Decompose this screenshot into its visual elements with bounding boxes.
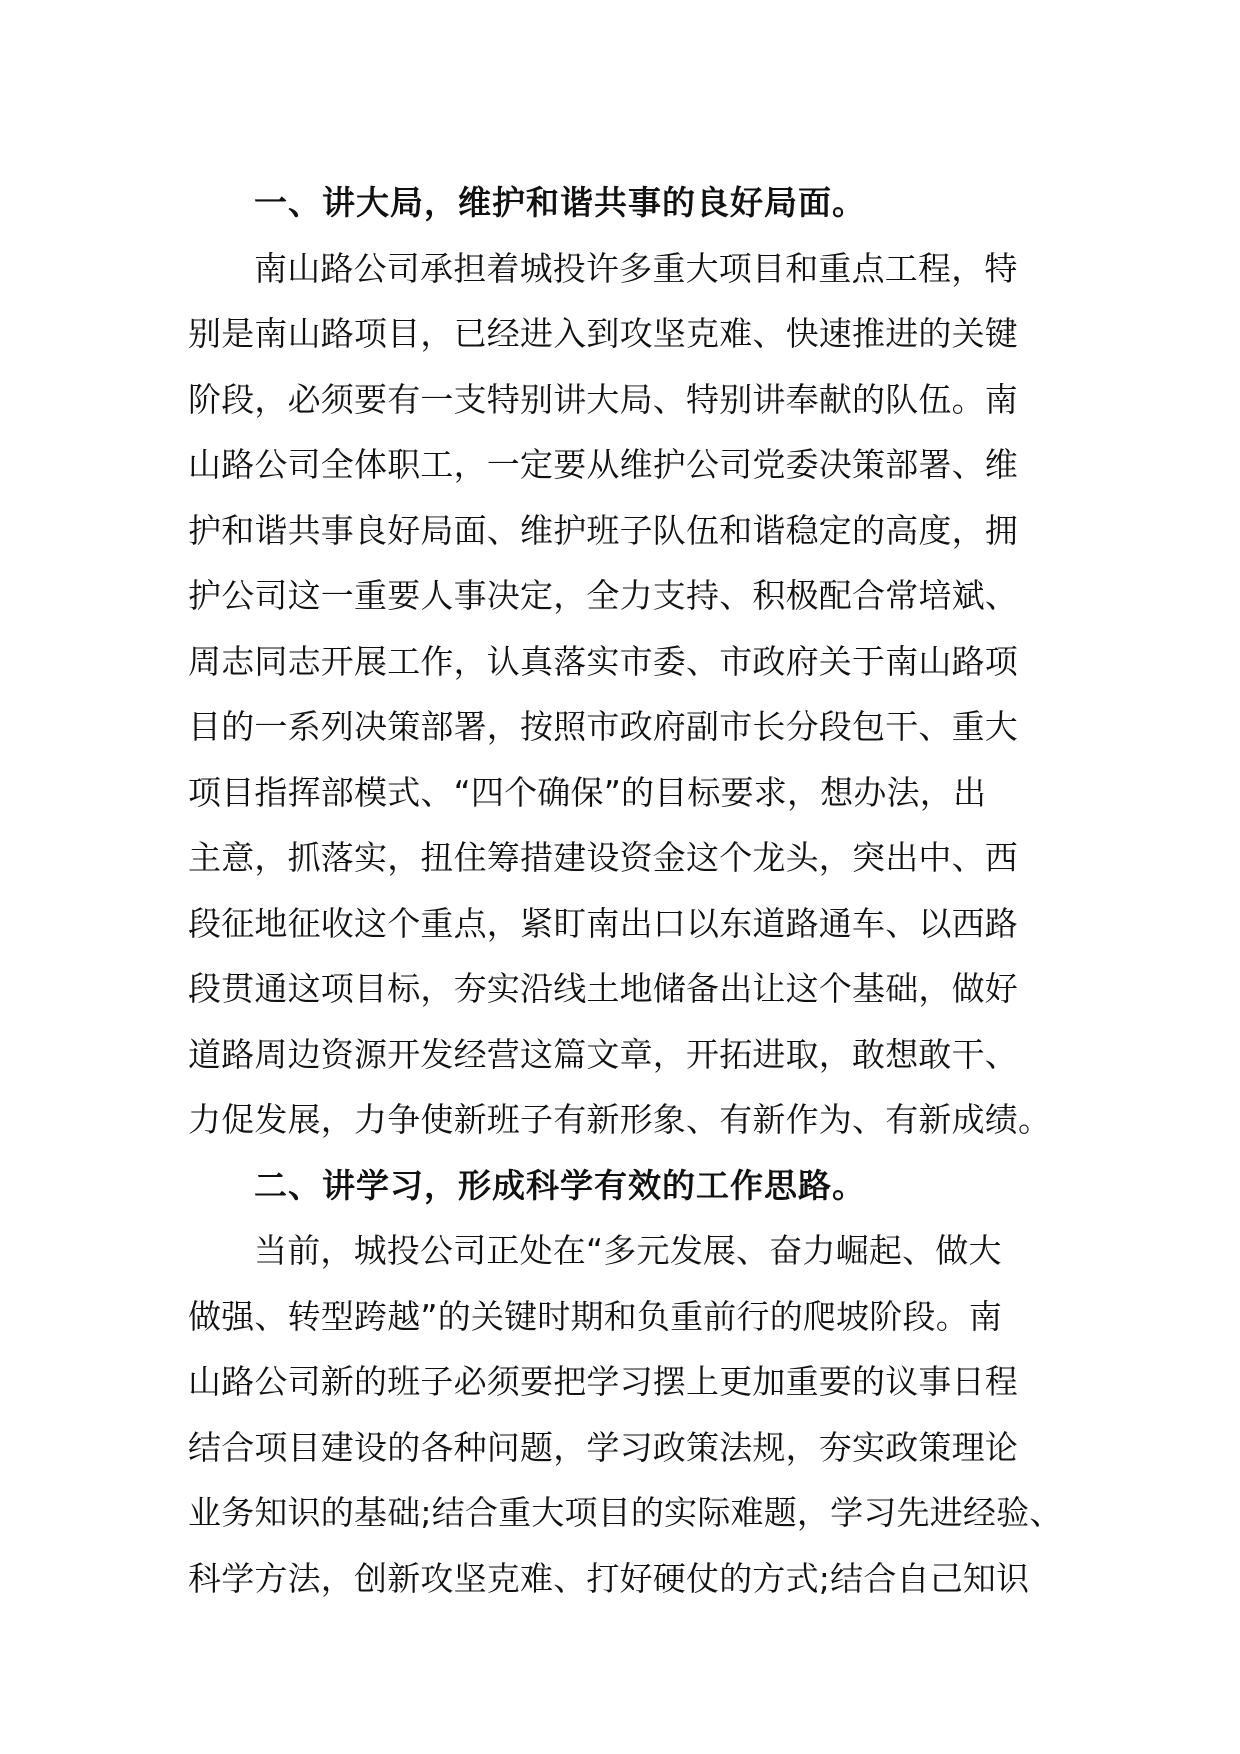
paragraph-line: 主意，抓落实，扭住筹措建设资金这个龙头，突出中、西 <box>188 838 1018 877</box>
paragraph-line: 做强、转型跨越”的关键时期和负重前行的爬坡阶段。南 <box>188 1296 1003 1336</box>
paragraph-line: 南山路公司承担着城投许多重大项目和重点工程，特 <box>254 248 1018 288</box>
paragraph-line: 段征地征收这个重点，紧盯南出口以东道路通车、以西路 <box>188 903 1018 943</box>
paragraph-line: 护和谐共事良好局面、维护班子队伍和谐稳定的高度，拥 <box>188 510 1018 550</box>
paragraph-line: 段贯通这项目标，夯实沿线土地储备出让这个基础，做好 <box>188 969 1018 1008</box>
paragraph-line: 业务知识的基础;结合重大项目的实际难题，学习先进经验、 <box>188 1493 1063 1532</box>
paragraph-line: 结合项目建设的各种问题，学习政策法规，夯实政策理论 <box>188 1427 1018 1467</box>
paragraph-line: 周志同志开展工作，认真落实市委、市政府关于南山路项 <box>188 641 1018 681</box>
paragraph-line: 护公司这一重要人事决定，全力支持、积极配合常培斌、 <box>188 576 1018 615</box>
paragraph-line: 别是南山路项目，已经进入到攻坚克难、快速推进的关键 <box>188 314 1018 353</box>
paragraph-line: 项目指挥部模式、“四个确保”的目标要求，想办法，出 <box>188 772 987 812</box>
paragraph-line: 目的一系列决策部署，按照市政府副市长分段包干、重大 <box>188 707 1018 746</box>
section-heading: 一、讲大局，维护和谐共事的良好局面。 <box>254 183 866 222</box>
section-heading: 二、讲学习，形成科学有效的工作思路。 <box>254 1165 866 1205</box>
paragraph-line: 道路周边资源开发经营这篇文章，开拓进取，敢想敢干、 <box>188 1034 1018 1074</box>
paragraph-line: 山路公司新的班子必须要把学习摆上更加重要的议事日程 <box>188 1362 1018 1401</box>
paragraph-line: 科学方法，创新攻坚克难、打好硬仗的方式;结合自己知识 <box>188 1558 1030 1598</box>
paragraph-line: 阶段，必须要有一支特别讲大局、特别讲奉献的队伍。南 <box>188 379 1018 419</box>
document-body <box>188 170 1068 1611</box>
paragraph-line: 当前，城投公司正处在“多元发展、奋力崛起、做大 <box>254 1231 1002 1270</box>
paragraph-line: 力促发展，力争使新班子有新形象、有新作为、有新成绩。 <box>188 1100 1052 1139</box>
paragraph-line: 山路公司全体职工，一定要从维护公司党委决策部署、维 <box>188 445 1018 484</box>
